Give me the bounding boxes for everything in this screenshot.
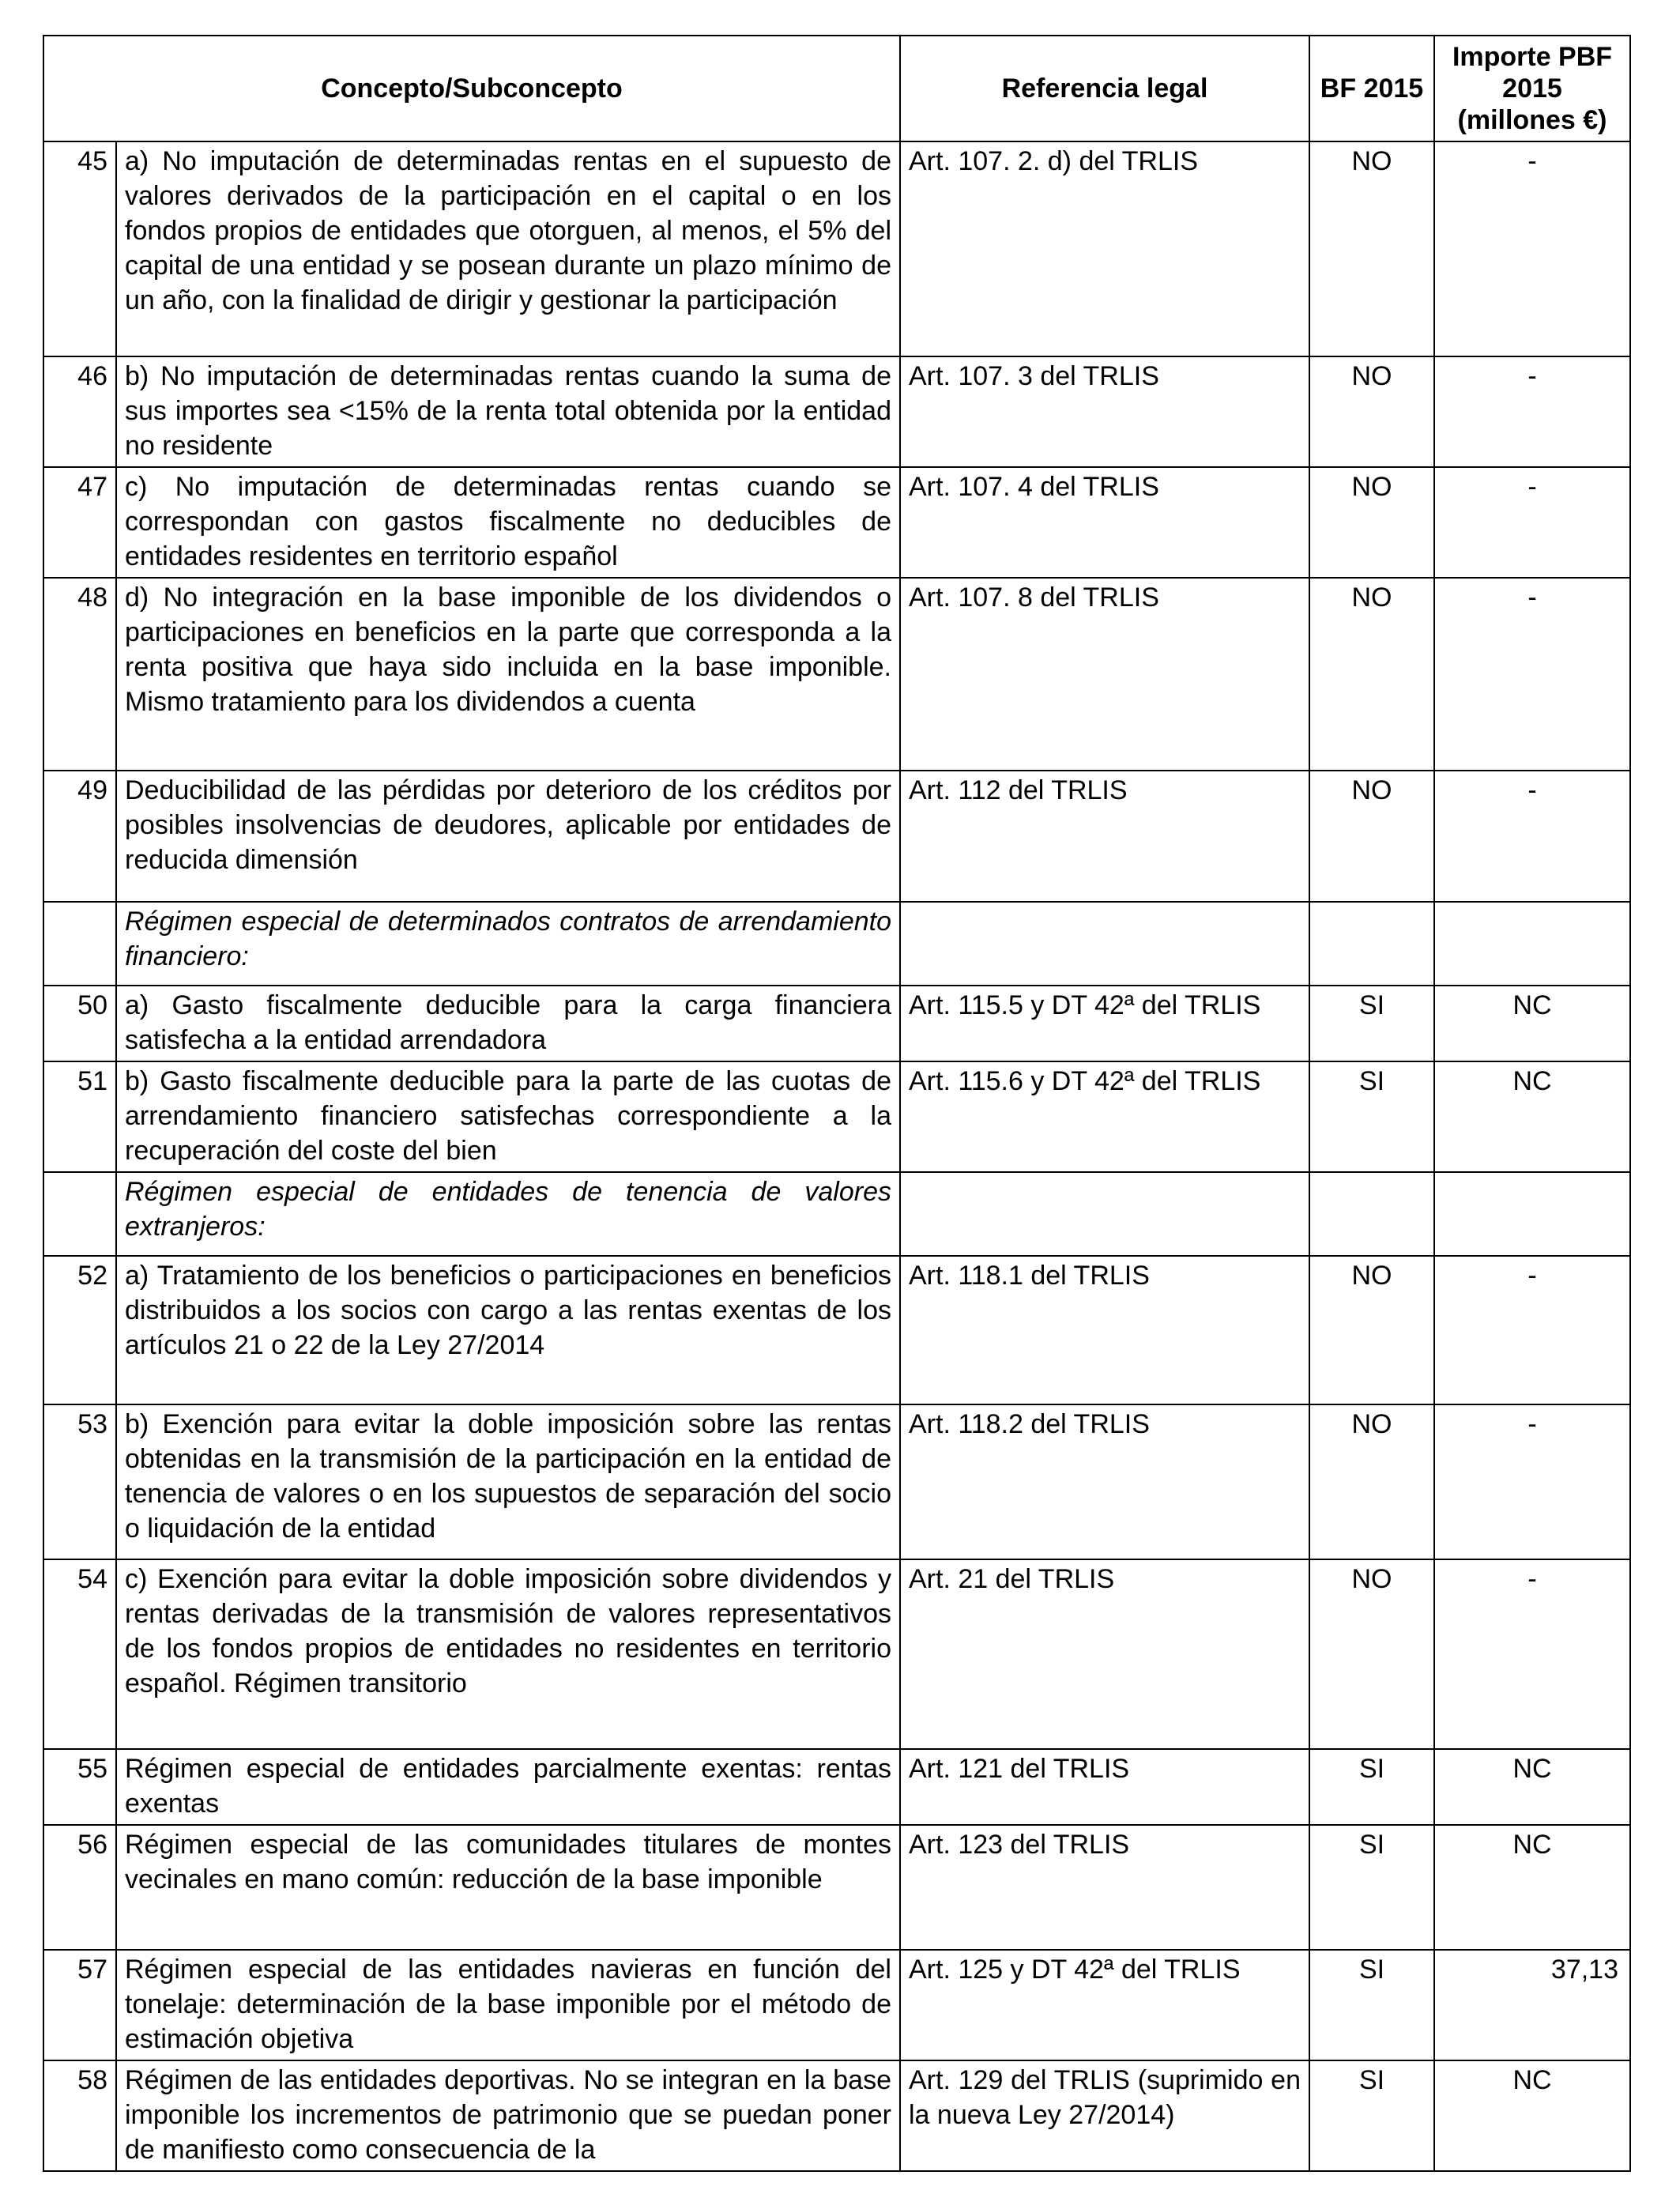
row-legal-ref: Art. 112 del TRLIS (900, 771, 1309, 902)
row-bf: NO (1309, 141, 1434, 356)
table-section-row (43, 902, 1630, 986)
table-row (43, 1404, 1630, 1559)
row-concept: b) No imputación de determinadas rentas cuando la suma de sus importes sea <15% de la renta total obtenida por la entidad no residente (116, 356, 900, 467)
row-legal-ref: Art. 125 y DT 42ª del TRLIS (900, 1950, 1309, 2060)
row-legal-ref: Art. 118.1 del TRLIS (900, 1256, 1309, 1404)
row-bf: NO (1309, 1404, 1434, 1559)
row-legal-ref (900, 1172, 1309, 1256)
row-amount: - (1434, 578, 1630, 771)
row-legal-ref: Art. 107. 3 del TRLIS (900, 356, 1309, 467)
table-row (43, 1256, 1630, 1404)
row-number: 46 (43, 356, 116, 467)
row-amount: - (1434, 1404, 1630, 1559)
row-concept: Régimen de las entidades deportivas. No se integran en la base imponible los incrementos de patrimonio que se puedan poner de manifiesto como consecuencia de la (116, 2060, 900, 2171)
row-legal-ref (900, 902, 1309, 986)
row-legal-ref: Art. 121 del TRLIS (900, 1749, 1309, 1825)
row-concept: Deducibilidad de las pérdidas por deterioro de los créditos por posibles insolvencias de deudores, aplicable por entidades de reducida dimensión (116, 771, 900, 902)
table-row (43, 986, 1630, 1061)
row-bf: NO (1309, 1256, 1434, 1404)
table-row (43, 771, 1630, 902)
row-legal-ref: Art. 107. 8 del TRLIS (900, 578, 1309, 771)
row-bf: NO (1309, 771, 1434, 902)
header-bf: BF 2015 (1309, 36, 1434, 141)
row-number: 47 (43, 467, 116, 578)
table-row (43, 1950, 1630, 2060)
row-amount: 37,13 (1434, 1950, 1630, 2060)
row-bf: SI (1309, 1061, 1434, 1172)
row-number: 57 (43, 1950, 116, 2060)
header-amount: Importe PBF 2015 (millones €) (1434, 36, 1630, 141)
table-row (43, 1749, 1630, 1825)
row-legal-ref: Art. 129 del TRLIS (suprimido en la nueva Ley 27/2014) (900, 2060, 1309, 2171)
row-legal-ref: Art. 107. 4 del TRLIS (900, 467, 1309, 578)
row-bf (1309, 1172, 1434, 1256)
row-legal-ref: Art. 115.6 y DT 42ª del TRLIS (900, 1061, 1309, 1172)
section-heading: Régimen especial de determinados contratos de arrendamiento financiero: (116, 902, 900, 986)
row-legal-ref: Art. 115.5 y DT 42ª del TRLIS (900, 986, 1309, 1061)
table-row (43, 1061, 1630, 1172)
row-bf: NO (1309, 1559, 1434, 1749)
table-row (43, 467, 1630, 578)
row-number (43, 902, 116, 986)
row-number: 51 (43, 1061, 116, 1172)
row-concept: d) No integración en la base imponible de los dividendos o participaciones en beneficios en la parte que corresponda a la renta positiva que haya sido incluida en la base imponible. Mismo tratamiento para los dividendos a cuenta (116, 578, 900, 771)
row-amount: - (1434, 1256, 1630, 1404)
section-heading: Régimen especial de entidades de tenencia de valores extranjeros: (116, 1172, 900, 1256)
row-amount (1434, 902, 1630, 986)
row-number: 48 (43, 578, 116, 771)
row-concept: b) Gasto fiscalmente deducible para la parte de las cuotas de arrendamiento financiero satisfechas correspondiente a la recuperación del coste del bien (116, 1061, 900, 1172)
table-row (43, 578, 1630, 771)
row-legal-ref: Art. 123 del TRLIS (900, 1825, 1309, 1950)
row-concept: Régimen especial de las entidades navieras en función del tonelaje: determinación de la base imponible por el método de estimación objetiva (116, 1950, 900, 2060)
row-number: 54 (43, 1559, 116, 1749)
row-amount: - (1434, 356, 1630, 467)
table-row (43, 141, 1630, 356)
row-concept: a) Tratamiento de los beneficios o participaciones en beneficios distribuidos a los socios con cargo a las rentas exentas de los artículos 21 o 22 de la Ley 27/2014 (116, 1256, 900, 1404)
row-bf: SI (1309, 2060, 1434, 2171)
row-bf: NO (1309, 356, 1434, 467)
row-bf: SI (1309, 1825, 1434, 1950)
row-number: 52 (43, 1256, 116, 1404)
row-concept: c) Exención para evitar la doble imposición sobre dividendos y rentas derivadas de la transmisión de valores representativos de los fondos propios de entidades no residentes en territorio español. Régimen transitorio (116, 1559, 900, 1749)
row-amount: NC (1434, 1825, 1630, 1950)
row-concept: Régimen especial de entidades parcialmente exentas: rentas exentas (116, 1749, 900, 1825)
row-amount (1434, 1172, 1630, 1256)
row-number: 58 (43, 2060, 116, 2171)
row-legal-ref: Art. 21 del TRLIS (900, 1559, 1309, 1749)
table-row (43, 1825, 1630, 1950)
row-number: 55 (43, 1749, 116, 1825)
tax-benefits-table (43, 35, 1631, 2172)
header-legal-ref: Referencia legal (900, 36, 1309, 141)
table-row (43, 1559, 1630, 1749)
row-bf: SI (1309, 986, 1434, 1061)
row-amount: - (1434, 141, 1630, 356)
row-amount: NC (1434, 1749, 1630, 1825)
row-amount: - (1434, 467, 1630, 578)
row-legal-ref: Art. 118.2 del TRLIS (900, 1404, 1309, 1559)
row-amount: - (1434, 1559, 1630, 1749)
row-bf: SI (1309, 1950, 1434, 2060)
header-concept: Concepto/Subconcepto (43, 36, 900, 141)
row-bf: NO (1309, 578, 1434, 771)
row-number (43, 1172, 116, 1256)
row-bf (1309, 902, 1434, 986)
table-row (43, 2060, 1630, 2171)
row-bf: SI (1309, 1749, 1434, 1825)
row-number: 49 (43, 771, 116, 902)
row-number: 50 (43, 986, 116, 1061)
table-header-row (43, 36, 1630, 141)
row-amount: - (1434, 771, 1630, 902)
table-row (43, 356, 1630, 467)
row-number: 56 (43, 1825, 116, 1950)
row-amount: NC (1434, 1061, 1630, 1172)
row-number: 45 (43, 141, 116, 356)
row-legal-ref: Art. 107. 2. d) del TRLIS (900, 141, 1309, 356)
row-concept: a) No imputación de determinadas rentas en el supuesto de valores derivados de la participación en el capital o en los fondos propios de entidades que otorguen, al menos, el 5% del capital de una entidad y se posean durante un plazo mínimo de un año, con la finalidad de dirigir y gestionar la participación (116, 141, 900, 356)
row-concept: b) Exención para evitar la doble imposición sobre las rentas obtenidas en la transmisión de la participación en la entidad de tenencia de valores o en los supuestos de separación del socio o liquidación de la entidad (116, 1404, 900, 1559)
row-bf: NO (1309, 467, 1434, 578)
row-amount: NC (1434, 2060, 1630, 2171)
row-concept: Régimen especial de las comunidades titulares de montes vecinales en mano común: reducción de la base imponible (116, 1825, 900, 1950)
table-section-row (43, 1172, 1630, 1256)
row-concept: c) No imputación de determinadas rentas cuando se correspondan con gastos fiscalmente no deducibles de entidades residentes en territorio español (116, 467, 900, 578)
row-concept: a) Gasto fiscalmente deducible para la carga financiera satisfecha a la entidad arrendadora (116, 986, 900, 1061)
row-amount: NC (1434, 986, 1630, 1061)
row-number: 53 (43, 1404, 116, 1559)
